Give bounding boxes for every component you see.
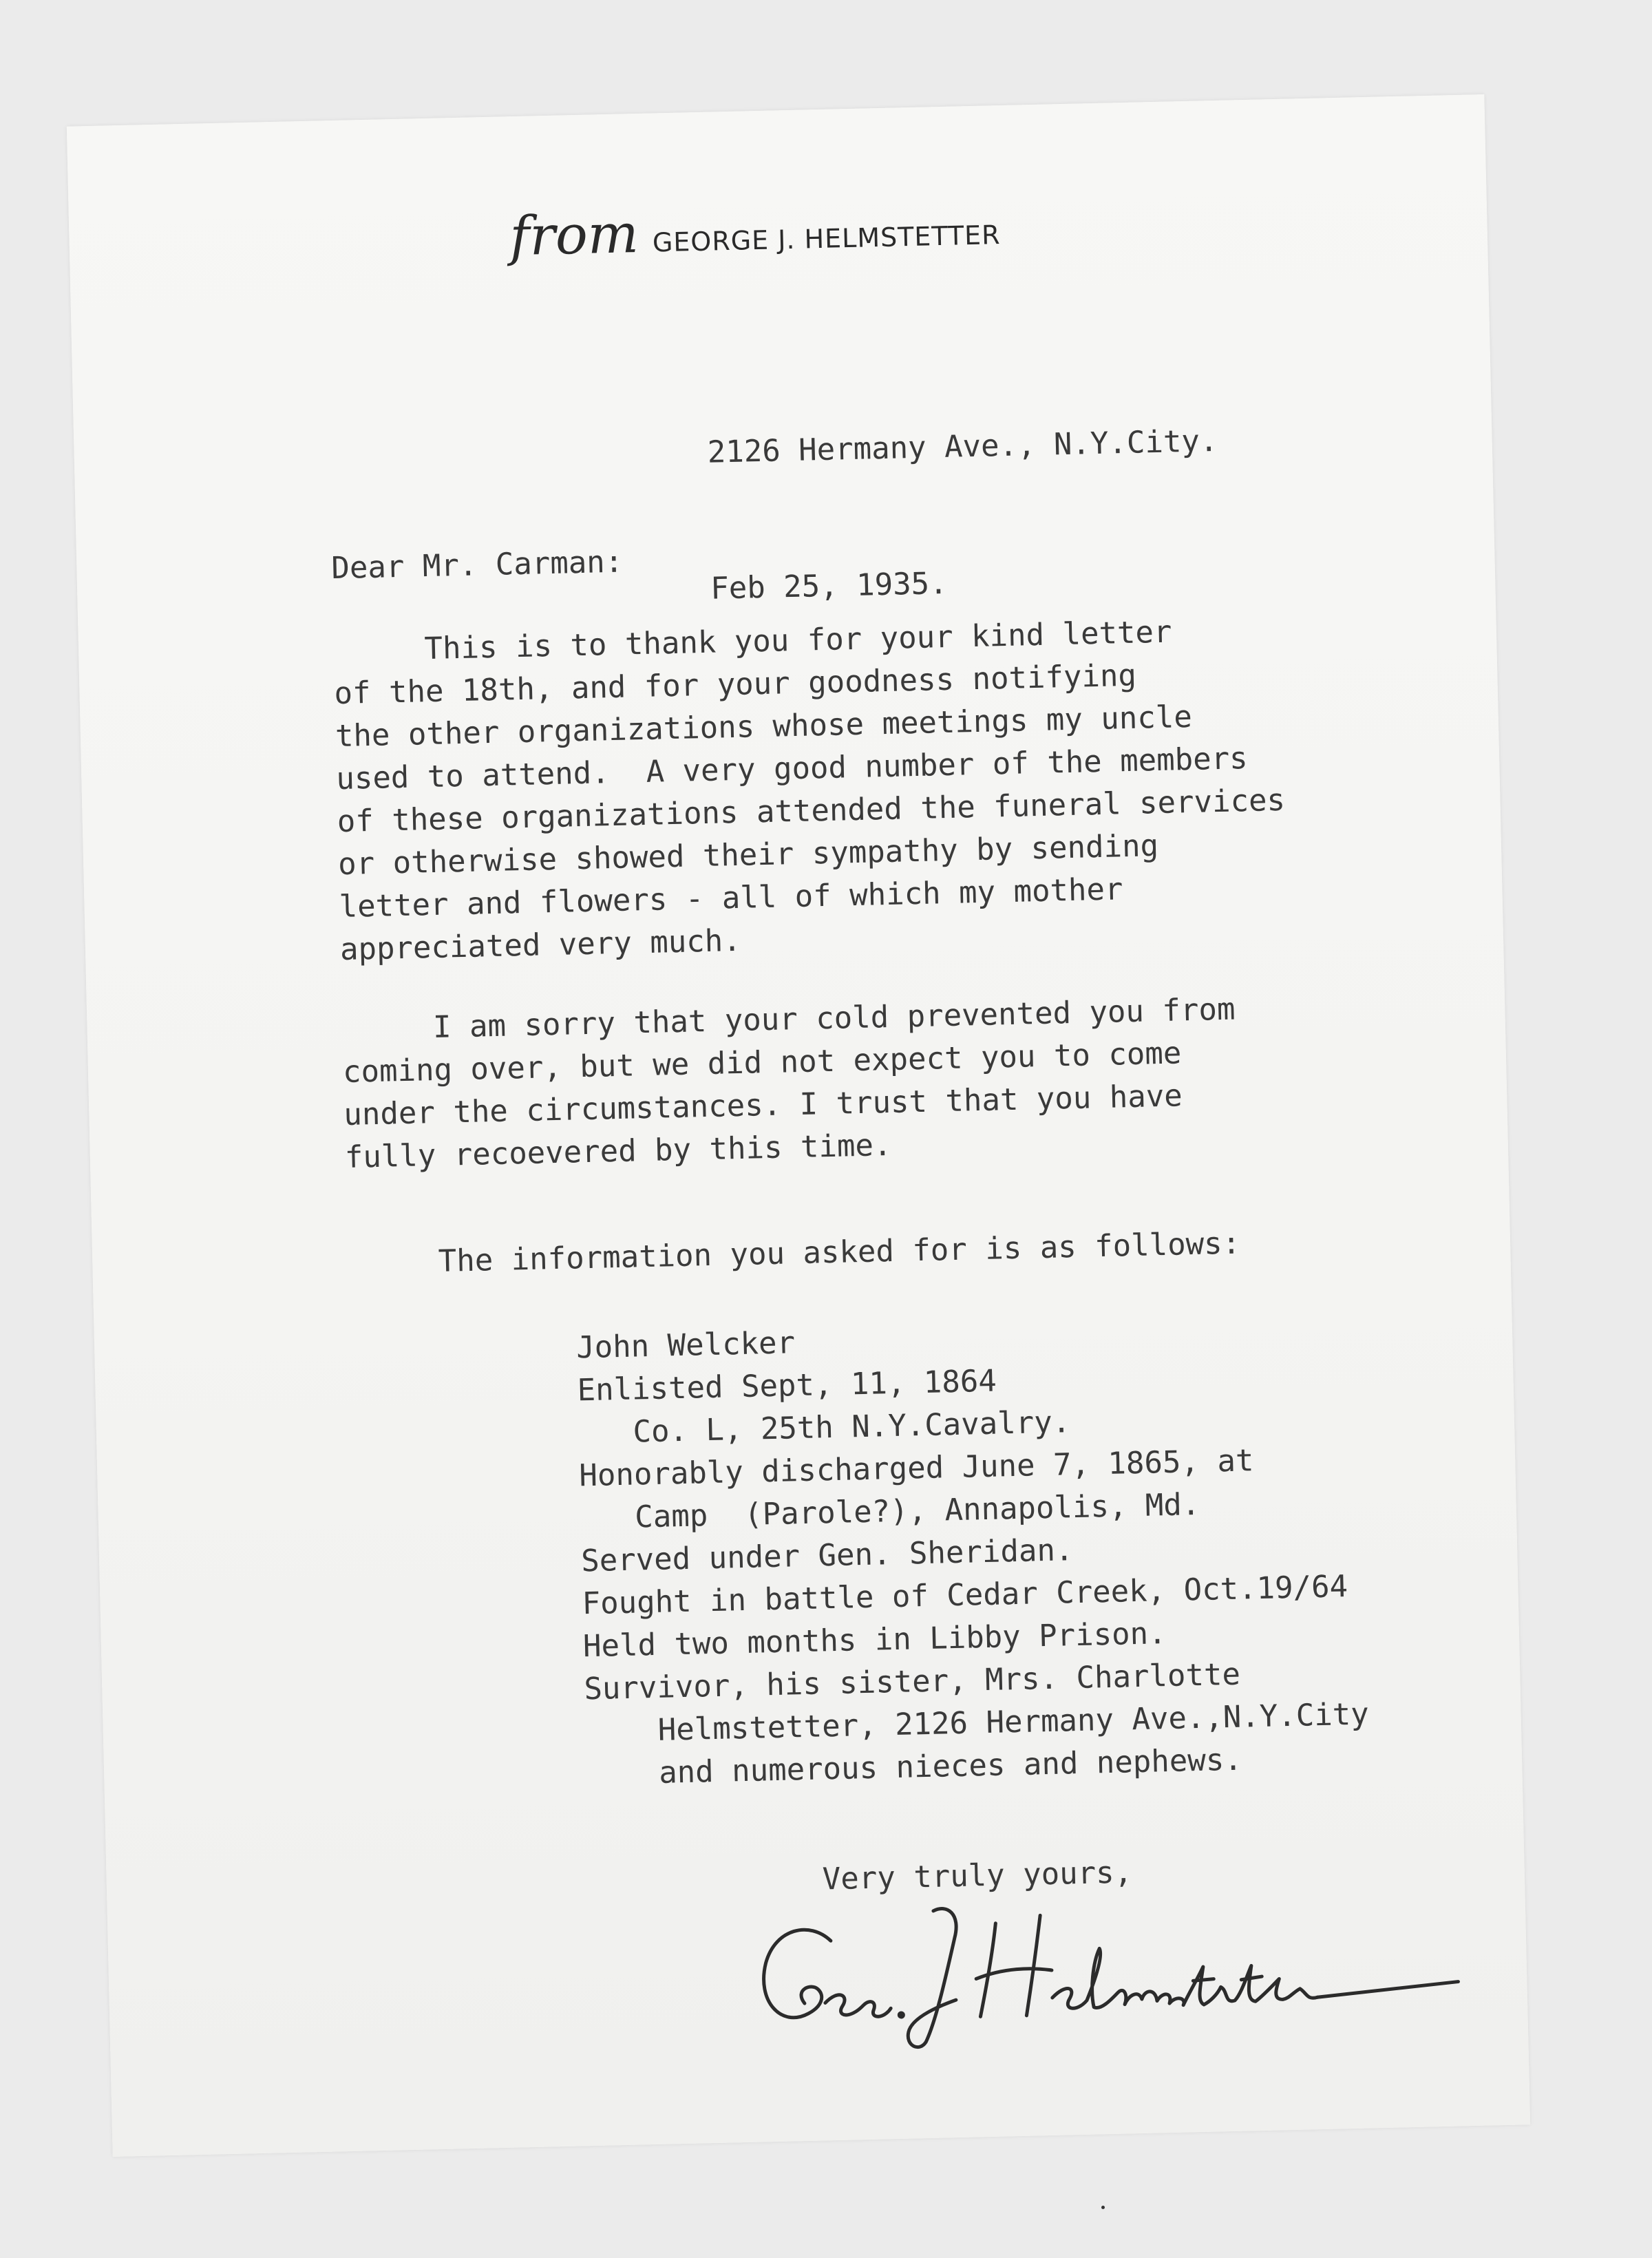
letter-sheet <box>67 94 1530 2157</box>
paragraph-thanks: This is to thank you for your kind letter of the 18th, and for your goodness notifying the other organizations whose meetings my uncle used to attend. A very good number of the members of these organizations attended the funeral services or otherwise showed their sympathy by sending letter and flowers - all of which my mother appreciated very much. <box>332 614 1286 968</box>
closing: Very truly yours, <box>822 1855 1133 1897</box>
paragraph-information-intro: The information you asked for is as follows: <box>346 1225 1241 1281</box>
handwritten-signature <box>726 1871 1473 2053</box>
letterhead-name: GEORGE J. HELMSTETTER <box>652 220 1002 258</box>
letterhead-from: from <box>509 202 639 268</box>
speck <box>1101 2206 1105 2209</box>
sender-address: 2126 Hermany Ave., N.Y.City. <box>707 423 1218 470</box>
paragraph-apology: I am sorry that your cold prevented you from coming over, but we did not expect you to come under the circumstances. I trust that you have fully recoevered by this time. <box>341 991 1236 1175</box>
letter-date: Feb 25, 1935. <box>710 565 949 606</box>
letterhead <box>509 195 1002 268</box>
salutation: Dear Mr. Carman: <box>330 544 624 587</box>
service-record-list: John Welcker Enlisted Sept, 11, 1864 Co. L, 25th N.Y.Cavalry. Honorably discharged June 7, 1865, at Camp (Parole?), Annapolis, Md. Served under Gen. Sheridan. Fought in battle of Cedar Creek, Oct.19/64 Held two months in Libby Prison. Survivor, his sister, Mrs. Charlotte Helmstetter, 2126 Hermany Ave.,N.Y.City and numerous nieces and nephews. <box>575 1325 1370 1793</box>
